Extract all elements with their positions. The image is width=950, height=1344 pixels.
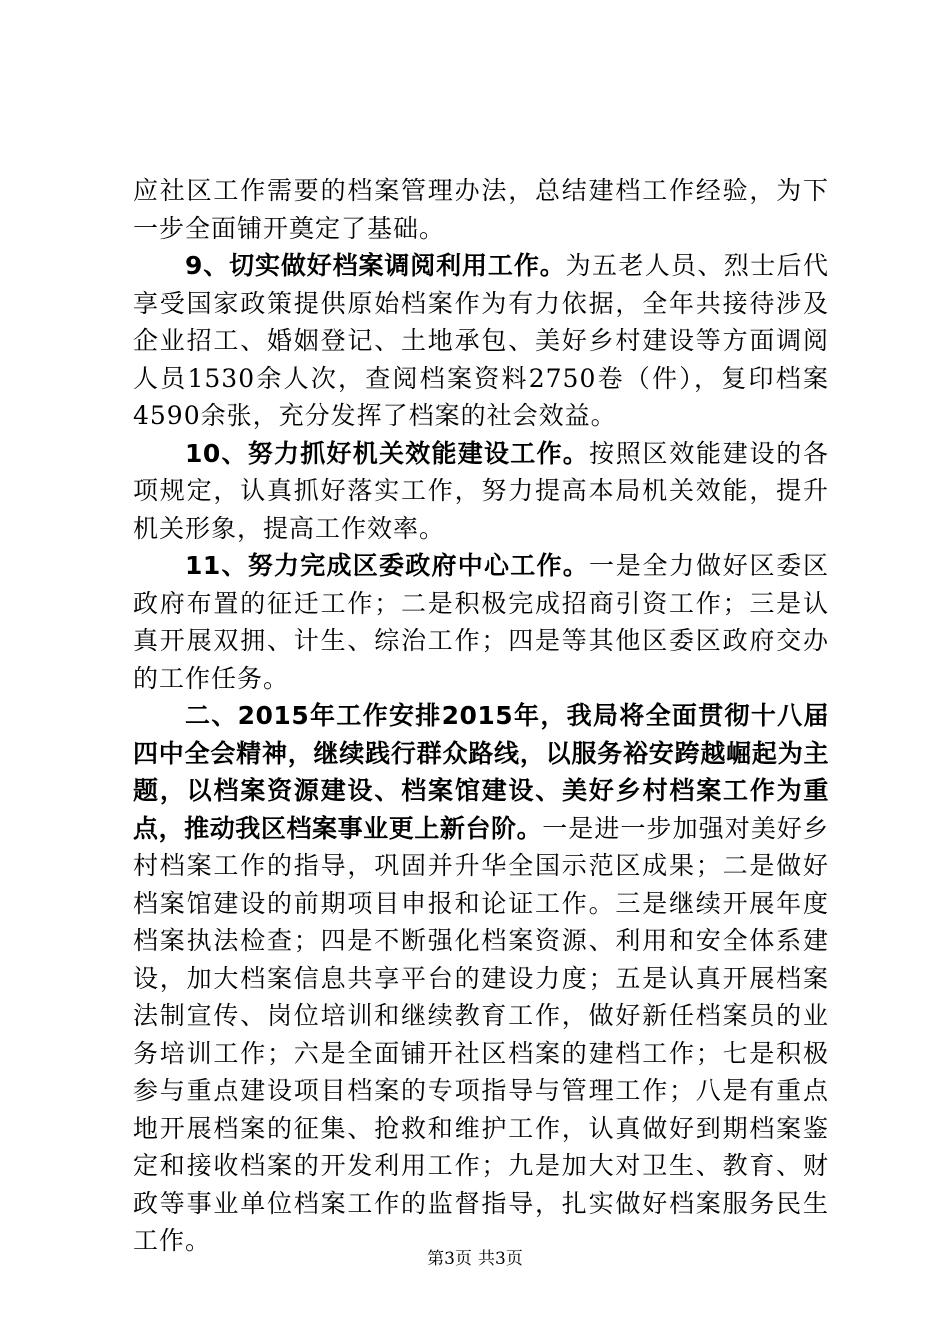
paragraph-section-2 [133, 697, 829, 1260]
page-number: 第3页 [427, 1249, 472, 1269]
paragraph-continuation [133, 172, 829, 247]
paragraph-heading: 11、努力完成区委政府中心工作。 [185, 551, 590, 580]
paragraph-item-10 [133, 435, 829, 548]
paragraph-heading: 二、2015年工作安排2015年，我局将全面贯彻十八届四中全会精神，继续践行群众路线，以服务裕安跨越崛起为主题，以档案资源建设、档案馆建设、美好乡村档案工作为重点，推动我区档案事业更上新台阶。 [133, 701, 829, 843]
paragraph-heading: 9、切实做好档案调阅利用工作。 [185, 251, 566, 280]
paragraph-text: 一是全力做好区委区政府布置的征迁工作；二是积极完成招商引资工作；三是认真开展双拥、计生、综治工作；四是等其他区委区政府交办的工作任务。 [133, 551, 829, 693]
paragraph-text: 为五老人员、烈士后代享受国家政策提供原始档案作为有力依据，全年共接待涉及企业招工、婚姻登记、土地承包、美好乡村建设等方面调阅人员1530余人次，查阅档案资料2750卷（件），复印档案4590余张，充分发挥了档案的社会效益。 [133, 251, 829, 430]
paragraph-item-9 [133, 247, 829, 435]
paragraph-item-11 [133, 547, 829, 697]
paragraph-heading: 10、努力抓好机关效能建设工作。 [185, 438, 590, 468]
paragraph-text: 应社区工作需要的档案管理办法，总结建档工作经验，为下一步全面铺开奠定了基础。 [133, 176, 829, 243]
document-body [133, 172, 829, 1260]
page-total: 共3页 [478, 1249, 523, 1269]
page-footer [0, 1244, 950, 1269]
paragraph-text: 按照区效能建设的各项规定，认真抓好落实工作，努力提高本局机关效能，提升机关形象，提高工作效率。 [133, 438, 829, 543]
paragraph-text: 一是进一步加强对美好乡村档案工作的指导，巩固并升华全国示范区成果；二是做好档案馆建设的前期项目申报和论证工作。三是继续开展年度档案执法检查；四是不断强化档案资源、利用和安全体系建设，加大档案信息共享平台的建设力度；五是认真开展档案法制宣传、岗位培训和继续教育工作，做好新任档案员的业务培训工作；六是全面铺开社区档案的建档工作；七是积极参与重点建设项目档案的专项指导与管理工作；八是有重点地开展档案的征集、抢救和维护工作，认真做好到期档案鉴定和接收档案的开发利用工作；九是加大对卫生、教育、财政等事业单位档案工作的监督指导，扎实做好档案服务民生工作。 [133, 813, 829, 1255]
